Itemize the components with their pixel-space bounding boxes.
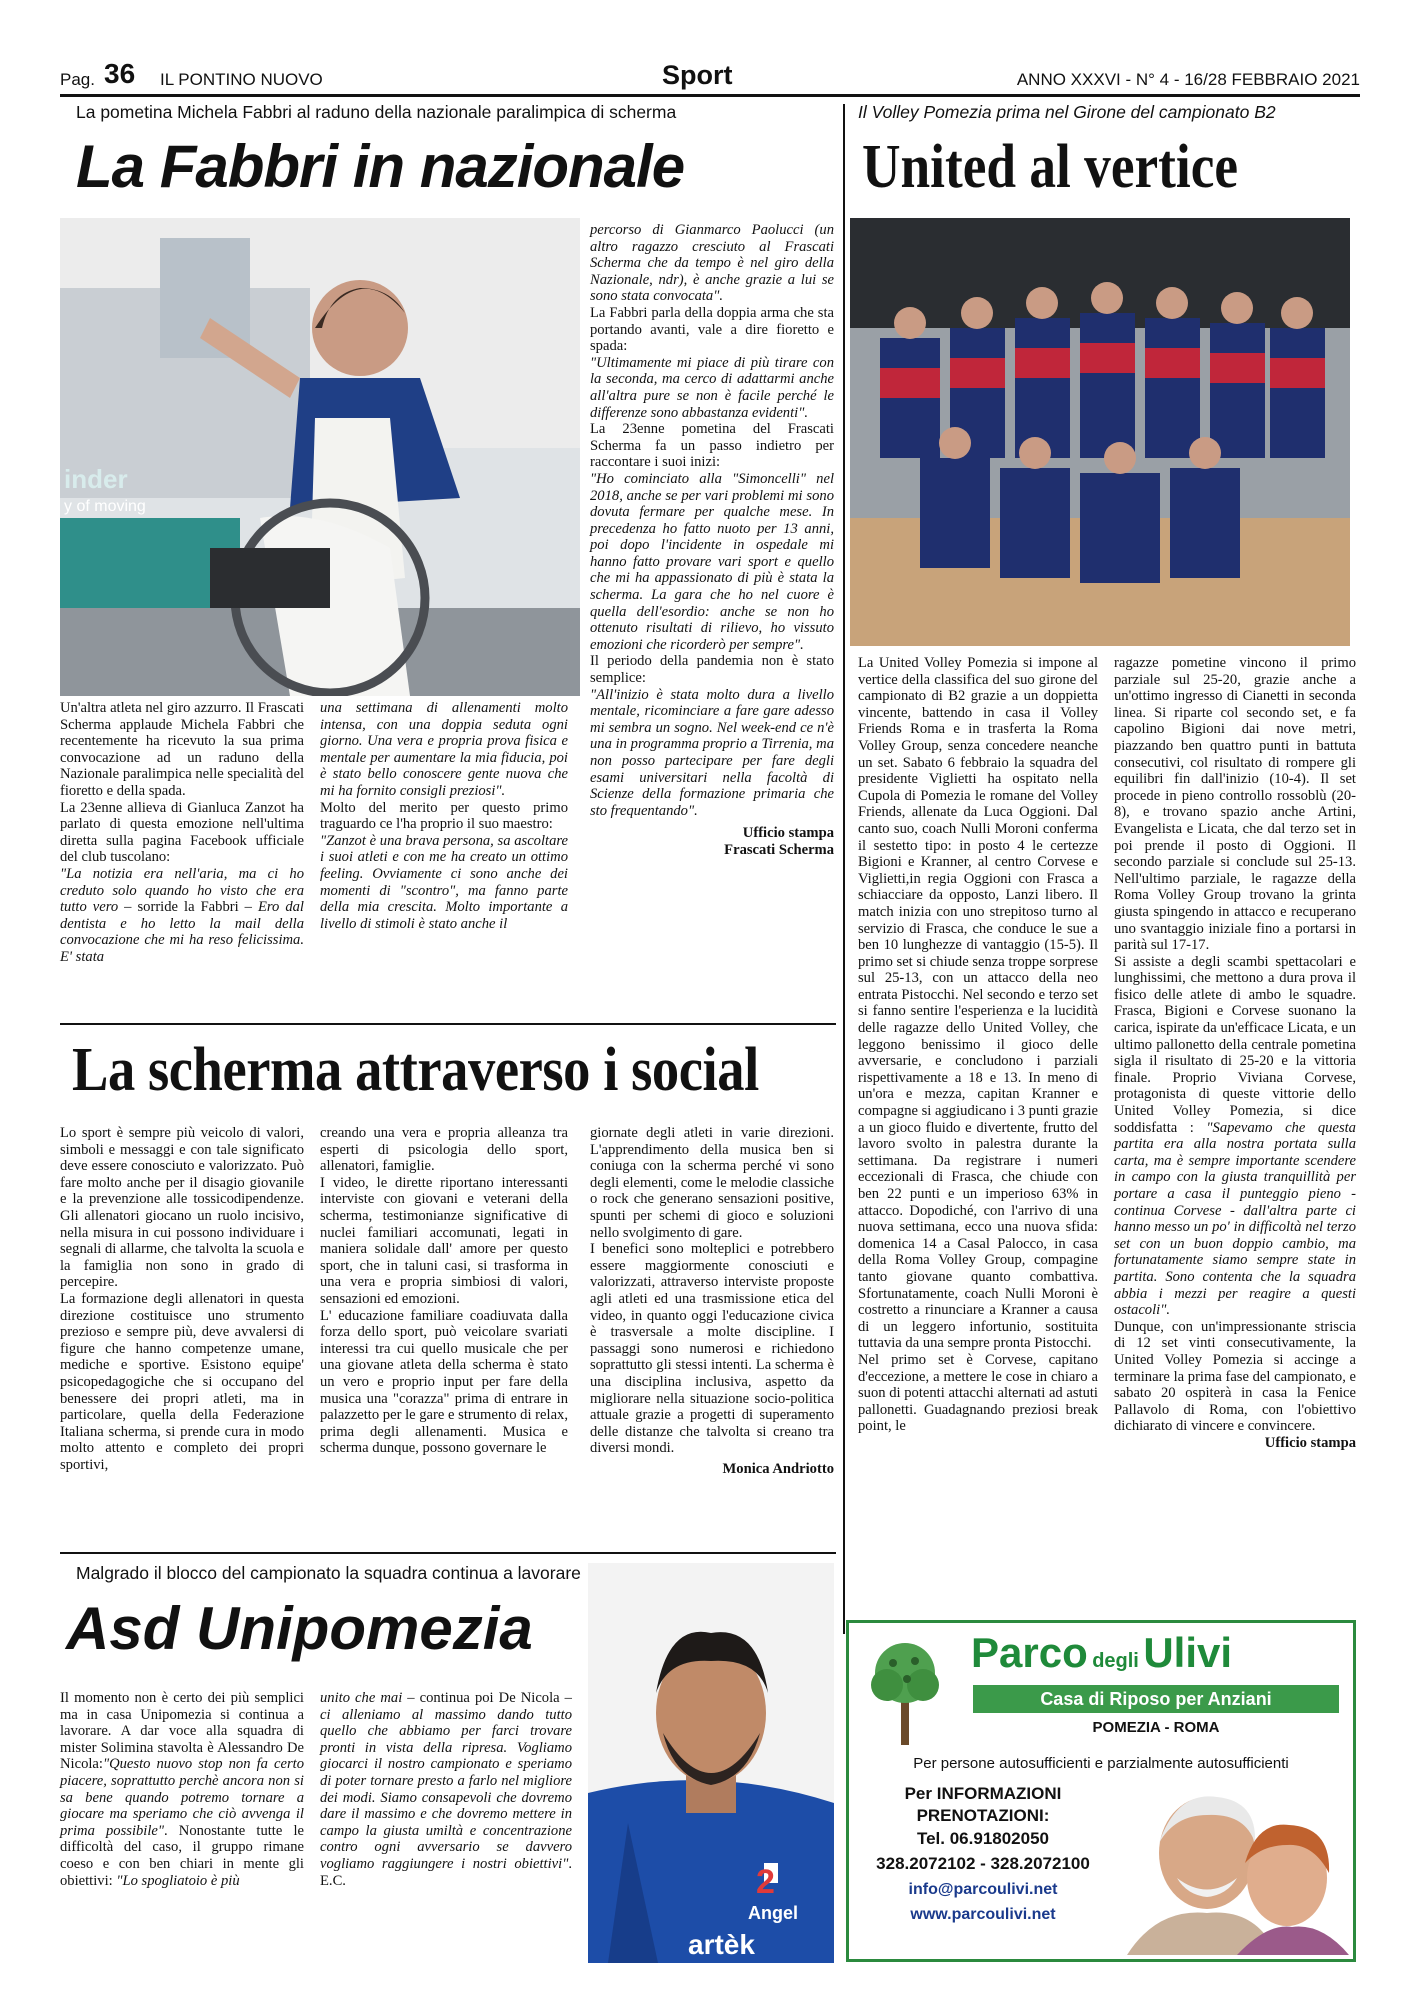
masthead <box>60 58 1360 94</box>
united-col2-text: Si assiste a degli scambi spettacolari e lunghissimi, che mettono a dura prova il fisico delle atlete di ambo le squadre. Frasca, Bigioni e Corvese suonano la carica, ispirate da un'efficace Licata, e un ultimo pallonetto della centrale pometina sigla il risultato di 25-20 e la vittoria finale. Proprio Viviana Corvese, protagonista di queste vittorie dello United Volley Pomezia, si dice soddisfatta : <box>1114 953 1356 1136</box>
jersey-number: 2 <box>756 1863 775 1901</box>
fabbri-col3-p2: La Fabbri parla della doppia arma che sta portando avanti, vale a dire fioretto e spada: <box>590 304 834 355</box>
fabbri-col2-p1: una settimana di allenamenti molto intensa, con una doppia seduta ogni giorno. Una vera e propria prova fisica e mentale per aumentare la mia fiducia, poi è stato bello conoscere gente nuova che mi ha fornito consigli preziosi". <box>320 700 568 799</box>
section-title: Sport <box>662 60 733 90</box>
social-col2-p2: I video, le dirette riportano interessanti interviste con giovani e veterani della scherma, testimonianze significative di nuclei familiari accomunati, legati in maniera solidale dall' amore per questo sport, che in taluni casi, si trasforma in una vera e propria simbiosi di valori, sensazioni ed emozioni. <box>320 1174 568 1307</box>
united-quote: "Sapevamo che questa partita era alla nostra portata sulla carta, ma è sempre importante scendere in campo con la giusta tranquillità per portare a casa il punteggio pieno - continua Corvese - dall'altra parte ci hanno messo un po' in difficoltà nel terzo set con un buon doppio cambio, ma fortunatamente siamo sempre state in partita. Sono contenta che la squadra abbia i mezzi per reagire a questi ostacoli". <box>1114 1119 1356 1319</box>
fabbri-col2 <box>320 700 568 932</box>
ad-brand <box>971 1629 1232 1677</box>
ad-location: POMEZIA - ROMA <box>1092 1719 1220 1736</box>
photo-sign-text: inder <box>64 464 128 494</box>
parco-ulivi-ad <box>846 1620 1356 1962</box>
olive-tree-logo <box>863 1633 947 1753</box>
ad-brand-part3: Ulivi <box>1143 1629 1233 1676</box>
fabbri-col3-p1: percorso di Gianmarco Paolucci (un altro ragazzo cresciuto al Frascati Scherma che da tempo è nel giro della Nazionale, ndr), è anche grazie a lui se sono stata convocata". <box>590 222 834 305</box>
jersey-sponsor: Angel <box>748 1903 799 1923</box>
fabbri-col3-p7: "All'inizio è stata molto dura a livello mentale, ricominciare a fare gare adesso mi sembra un sogno. Nel week-end ce n'è una in programma proprio a Tirrenia, ma non posso partecipare per fare degli esami universitari nella facoltà di Scienze della formazione primaria che sto frequentando". <box>590 686 834 819</box>
column-divider <box>843 104 845 1634</box>
fabbri-quote-2: Ero dal dentista e ho letto la mail della convocazione che mi ha reso felicissima. E' stata <box>60 899 304 965</box>
unipomezia-kicker: Malgrado il blocco del campionato la squadra continua a lavorare <box>76 1563 581 1583</box>
elderly-couple-photo <box>1117 1783 1349 1955</box>
social-signature: Monica Andriotto <box>722 1460 834 1477</box>
fabbri-bottom-rule <box>60 1023 836 1025</box>
ad-mobiles: 328.2072102 - 328.2072100 <box>876 1854 1090 1873</box>
fabbri-col3-p4: La 23enne pometina del Frascati Scherma fa un passo indietro per raccontare i suoi inizi: <box>590 421 834 471</box>
social-col2-p3: L' educazione familiare coadiuvata dalla forza dello sport, può veicolare svariati interessi tra cui quello musicale che per una giovane atleta della scherma è stato un vero e proprio input per fare della musica una "corazza" prima di entrare in palazzetto per le gare e strumento di relax, prima degli allenamenti. Musica e scherma dunque, possono governare le <box>320 1307 568 1457</box>
ad-email[interactable]: info@parcoulivi.net <box>908 1881 1058 1898</box>
fabbri-col3-p5: "Ho cominciato alla "Simoncelli" nel 2018, anche se per vari problemi mi sono dovuta fermare per qualche mese. In precedenza ho fatto nuoto per 13 anni, poi dopo l'incidente in ospedale mi hanno fatto provare vari sport e quello che mi ha appassionato di più è stata la scherma. La gara che ho nel cuore è quella dell'esordio: anche se non ho ottenuto risultati di rilievo, ho vissuto emozioni che ricorderò per sempre". <box>590 470 834 653</box>
fabbri-quote-1: "La notizia era nell'aria, ma ci ho creduto solo quando ho visto che era tutto vero <box>60 865 304 916</box>
social-col3-p1: giornate degli atleti in varie direzioni. L'apprendimento della musica ben si coniuga con la scherma perché vi sono degli elementi, come le melodie classiche o rock che generano sensazioni positive, spunti per schemi di gioco e soluzioni nello svolgimento di gare. <box>590 1125 834 1241</box>
unipomezia-quote-2: "Lo spogliatoio è più <box>116 1872 240 1889</box>
ad-info-1: Per INFORMAZIONI <box>904 1784 1062 1803</box>
page-number: 36 <box>104 58 136 89</box>
unipomezia-quote-4: ci alleniamo al massimo dando tutto quello che abbiamo per farci trovare pronti in vista della ripresa. Vogliamo giocarci il nostro campionato e speriamo di poter tornare presto a farlo nel migliore dei modi. Siamo consapevoli che dovremo dare il massimo e che dovremo mettere in campo la giusta umiltà e concentrazione contro ogni avversario se davvero vogliamo raggiungere i nostri obiettivi" <box>320 1706 572 1872</box>
header-rule <box>60 94 1360 97</box>
united-col1-p2: Nel primo set è Corvese, capitano d'eccezione, a mettere le cose in chiaro a suon di potenti attacchi alternati ad astuti pallonetti. Guadagnando preziosi break point, le <box>858 1351 1098 1435</box>
ad-brand-part2: degli <box>1092 1650 1139 1672</box>
unipomezia-col2 <box>320 1690 572 1889</box>
social-headline: La scherma attraverso i social <box>72 1036 759 1104</box>
social-col1-p1: Lo sport è sempre più veicolo di valori, simboli e messaggi e con tale significato deve essere conosciuto e valorizzato. Può fare molto anche per il disagio giovanile e la prevenzione alle tossicodipendenze. Gli allenatori giocano un ruolo incisivo, nella misura in cui possono individuare i segnali di allarme, che talvolta la scuola e la famiglia non sono in grado di percepire. <box>60 1125 304 1291</box>
unipomezia-bridge: . Nonostante tutte le difficoltà del caso, il gruppo rimane coeso e con ben chiari in mente gli obiettivi: <box>60 1822 304 1889</box>
fabbri-col2-p3: "Zanzot è una brava persona, sa ascoltare i suoi atleti e con me ha creato un ottimo feeling. Ovviamente ci sono anche dei momenti di "scontro", ma fanno parte della mia crescita. Molto importante a livello di stimoli è stato anche il <box>320 832 568 932</box>
social-col3-p2: I benefici sono molteplici e potrebbero essere maggiormente conosciuti e valorizzati, attraverso interviste proposte agli atleti ed una trasmissione etica del video, in quanto oggi l'educazione civica è trasversale a molte discipline. I passaggi sono numerosi e richiedono soprattutto gli stessi intenti. La scherma è una disciplina inclusiva, aspetto da migliorare nella situazione socio-politica attuale grazie a progetti di superamento delle distanze che talvolta si creano tra diversi mondi. <box>590 1241 834 1457</box>
fabbri-col1-p1: Un'altra atleta nel giro azzurro. Il Frascati Scherma applaude Michela Fabbri che recentemente ha ricevuto la sua prima convocazione ad un raduno della Nazionale paralimpica nelle specialità del fioretto e della spada. <box>60 700 304 799</box>
united-headline: United al vertice <box>862 133 1239 201</box>
ad-info-2: PRENOTAZIONI: <box>916 1806 1050 1825</box>
page-label: Pag. <box>60 70 95 89</box>
fabbri-col3 <box>590 222 834 859</box>
unipomezia-quote-3: unito che mai <box>320 1690 403 1706</box>
unipomezia-col2-p <box>320 1690 572 1889</box>
ad-contacts <box>855 1783 1111 1927</box>
united-col1-p1: La United Volley Pomezia si impone al vertice della classifica del suo girone del campionato di B2 grazie a un doppietta vincente, battendo in casa il Volley Friends Roma e in trasferta la Roma Volley Group, senza concedere neanche un set. Sabato 6 febbraio la squadra del presidente Viglietti ha ospitato nella Cupola di Pomezia le romane del Volley Friends, allenate da Luca Oggioni. Dal canto suo, coach Nulli Moroni conferma il sestetto tipo: in posto 4 le certezze Bigioni e Kranner, al centro Corvese e Viglietti,in regia Oggioni con Frasca a schiacciare da opposto, Lanzi libero. Il match inizia con uno strepitoso turno al servizio di Frasca, che conduce le sue a ben 10 lunghezze di vantaggio (15-5). Il primo set si chiude senza troppe sorprese sul 25-13, con un attacco della neo entrata Pistocchi. Nel secondo e terzo set si fanno sentire l'esperienza e la lucidità delle ragazze dello United Volley, che leggono benissimo il gioco delle avversarie, e concludono i parziali rispettivamente a 18 e 13. In meno di un'ora e mezza, capitan Kranner e compagne si aggiudicano i 3 punti grazie a un gioco fluido e divertente, frutto del lavoro svolto in palestra durante la settimana. Da registrare i numeri eccezionali di Frasca, che chiude con ben 22 punti e un imperioso 63% in attacco. Dopodiché, con l'arrivo di una nuova settimana, ecco una nuova sfida: domenica 14 a Casal Palocco, in casa della Roma Volley Group, compagine tanto giovane quanto combattiva. Sfortunatamente, coach Nulli Moroni è costretto a rinunciare a Kranner a causa di un leggero infortunio, sostituita tuttavia da una sempre pronta Pistocchi. <box>858 655 1098 1352</box>
issue-info: ANNO XXXVI - N° 4 - 16/28 FEBBRAIO 2021 <box>1016 70 1360 89</box>
unipomezia-attrib: – continua poi De Nicola – <box>402 1690 572 1706</box>
social-col1 <box>60 1125 304 1473</box>
united-col2 <box>1114 655 1356 1452</box>
fabbri-signature-2: Frascati Scherma <box>724 842 834 859</box>
unipomezia-col1 <box>60 1690 304 1889</box>
social-col1-p2: La formazione degli allenatori in questa direzione costituisce uno strumento prezioso e sempre più, deve avvalersi di figure che hanno competenze umane, mediche e sportive. Esistono equipe' psicopedagogiche che si occupano del benessere dei propri atleti, ma in particolare, quella della Federazione Italiana scherma, si prende cura in modo molto attento e completo dei propri sportivi, <box>60 1290 304 1473</box>
fabbri-col3-p6: Il periodo della pandemia non è stato semplice: <box>590 653 834 687</box>
unipomezia-intro: Il momento non è certo dei più semplici ma in casa Unipomezia si continua a lavorare. A dar voce alla squadra di mister Solimina stavolta è Alessandro De Nicola: <box>60 1690 304 1773</box>
fabbri-col1-p3 <box>60 866 304 966</box>
ad-website[interactable]: www.parcoulivi.net <box>910 1906 1056 1923</box>
united-col2-p2 <box>1114 954 1356 1319</box>
fabbri-col1 <box>60 700 304 966</box>
fabbri-attrib-1: – sorride la Fabbri – <box>118 899 258 916</box>
united-col1 <box>858 655 1098 1435</box>
ad-brand-part1: Parco <box>971 1629 1088 1676</box>
unipomezia-signature: . E.C. <box>320 1855 572 1889</box>
united-signature: Ufficio stampa <box>1264 1434 1356 1451</box>
fabbri-photo <box>60 218 580 696</box>
united-col2-p3: Dunque, con un'impressionante striscia di 12 set vinti consecutivamente, la United Volley Pomezia si accinge a terminare la prima fase del campionato, e sabato 20 ospiterà in casa la Fenice Pallavolo di Roma, con l'obiettivo dichiarato di vincere e convincere. <box>1114 1318 1356 1435</box>
fabbri-col1-p2: La 23enne allieva di Gianluca Zanzot ha parlato di questa emozione nell'ultima diretta sulla pagina Facebook ufficiale del club tuscolano: <box>60 799 304 866</box>
fabbri-col2-p2: Molto del merito per questo primo traguardo ce l'ha proprio il suo maestro: <box>320 799 568 833</box>
photo-slogan-text: y of moving <box>64 498 146 515</box>
unipomezia-col1-p <box>60 1690 304 1889</box>
unipomezia-photo <box>588 1563 834 1963</box>
social-col2 <box>320 1125 568 1457</box>
ad-telephone: Tel. 06.91802050 <box>916 1829 1049 1848</box>
united-team-photo <box>850 218 1350 646</box>
fabbri-signature-1: Ufficio stampa <box>742 825 834 842</box>
ad-audience: Per persone autosufficienti e parzialmente autosufficienti <box>913 1755 1289 1772</box>
united-kicker: Il Volley Pomezia prima nel Girone del campionato B2 <box>858 102 1276 122</box>
unipomezia-headline: Asd Unipomezia <box>66 1595 533 1662</box>
jersey-sponsor-2: artèk <box>688 1929 755 1960</box>
fabbri-headline: La Fabbri in nazionale <box>76 133 685 200</box>
unipomezia-quote-1: "Questo nuovo stop non fa certo piacere, soprattutto perchè ancora non si sa bene quando potremo tornare a giocare ma speriamo che ciò avvenga il prima possibile" <box>60 1756 304 1839</box>
ad-subtitle: Casa di Riposo per Anziani <box>973 1685 1339 1713</box>
social-bottom-rule <box>60 1552 836 1554</box>
united-col2-p1: ragazze pometine vincono il primo parziale sul 25-20, grazie anche a un'ottimo ingresso di Cianetti in seconda linea. Si riparte col secondo set, e fa capolino Bigioni dai nove metri, piazzando ben quattro punti in battuta consecutivi, col risultato di rompere gli equilibri fin dall'inizio (10-4). Il set procede in pieno controllo rossoblù (20-8), e trovano spazio anche Artini, Evangelista e Licata, che dal terzo set in poi prende il posto di Oggioni. Il secondo parziale si conclude sul 25-13. Nell'ultimo parziale, le ragazze della Roma Volley Group trovano la grinta giusta spingendo in attacco e recuperano uno svantaggio iniziale fino a portarsi in parità sul 17-17. <box>1114 655 1356 954</box>
social-col2-p1: creando una vera e propria alleanza tra esperti di psicologia dello sport, allenatori, famiglie. <box>320 1125 568 1175</box>
social-col3 <box>590 1125 834 1478</box>
fabbri-col3-p3: "Ultimamente mi piace di più tirare con la seconda, ma cerco di adattarmi anche all'altra pure se non è facile perché le differenze sono abbastanza evidenti". <box>590 354 834 421</box>
fabbri-kicker: La pometina Michela Fabbri al raduno della nazionale paralimpica di scherma <box>76 102 677 122</box>
paper-name: IL PONTINO NUOVO <box>160 70 323 89</box>
